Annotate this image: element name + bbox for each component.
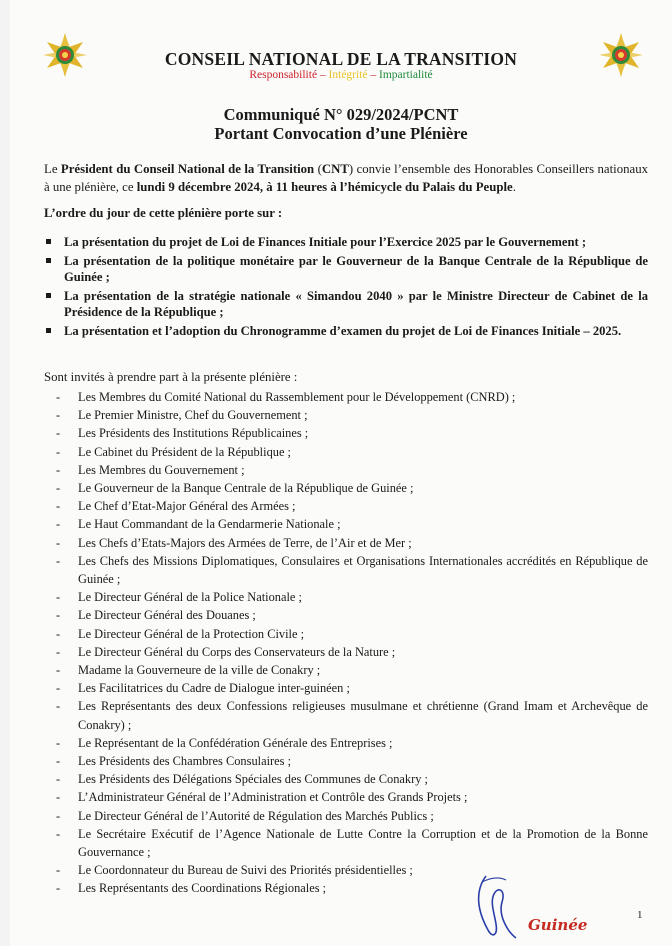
institution-motto bbox=[10, 69, 672, 81]
motto-word: Responsabilité bbox=[249, 69, 318, 81]
invitee-item bbox=[44, 661, 648, 679]
agenda-list bbox=[44, 234, 648, 342]
dash-bullet-icon: - bbox=[56, 735, 61, 750]
invitee-item bbox=[44, 424, 648, 442]
invitee-item-text: Le Directeur Général de l’Autorité de Régulation des Marchés Publics ; bbox=[78, 808, 434, 823]
invitee-item bbox=[44, 770, 648, 788]
dash-bullet-icon: - bbox=[56, 681, 61, 696]
dash-bullet-icon: - bbox=[56, 626, 61, 641]
invitee-item bbox=[44, 497, 648, 515]
page-number: 1 bbox=[637, 909, 643, 921]
square-bullet-icon bbox=[46, 258, 51, 263]
invitee-item bbox=[44, 534, 648, 552]
invitee-item bbox=[44, 697, 648, 733]
dash-bullet-icon: - bbox=[56, 790, 61, 805]
invitee-item bbox=[44, 752, 648, 770]
dash-bullet-icon: - bbox=[56, 863, 61, 878]
invitee-item bbox=[44, 643, 648, 661]
dash-bullet-icon: - bbox=[56, 390, 61, 404]
invitee-item-text: Les Présidents des Chambres Consulaires ; bbox=[78, 754, 292, 769]
dash-bullet-icon: - bbox=[56, 481, 61, 496]
invitee-item bbox=[44, 807, 648, 825]
dash-bullet-icon: - bbox=[56, 517, 61, 532]
square-bullet-icon bbox=[46, 239, 51, 244]
intro-run: lundi 9 décembre 2024, à 11 heures à l’hémicycle du Palais du Peuple bbox=[136, 180, 513, 194]
agenda-item-text: La présentation de la politique monétaire par le Gouverneur de la Banque Centrale de la République de Guinée ; bbox=[64, 254, 648, 284]
dash-bullet-icon: - bbox=[56, 553, 61, 568]
intro-run: ( bbox=[314, 162, 322, 176]
invitee-item-text: Le Premier Ministre, Chef du Gouvernement ; bbox=[78, 408, 308, 423]
communique-subtitle: Portant Convocation d’une Plénière bbox=[214, 124, 468, 143]
invitee-item-text: Le Coordonnateur du Bureau de Suivi des Priorités présidentielles ; bbox=[78, 863, 413, 878]
invitee-item-text: Le Gouverneur de la Banque Centrale de la République de Guinée ; bbox=[78, 481, 414, 496]
invitee-item-text: Le Directeur Général des Douanes ; bbox=[78, 608, 256, 623]
dash-bullet-icon: - bbox=[56, 535, 61, 550]
intro-run: Le bbox=[44, 162, 61, 176]
dash-bullet-icon: - bbox=[56, 608, 61, 623]
invitee-item-text: Les Facilitatrices du Cadre de Dialogue inter-guinéen ; bbox=[78, 681, 350, 696]
invitee-item bbox=[44, 515, 648, 533]
invitee-item-text: Le Chef d’Etat-Major Général des Armées ; bbox=[78, 499, 296, 514]
invitee-item-text: L’Administrateur Général de l’Administration et Contrôle des Grands Projets ; bbox=[78, 790, 468, 805]
invitee-item-text: Les Représentants des Coordinations Régionales ; bbox=[78, 881, 327, 896]
invitee-item-text: Les Présidents des Institutions Républicaines ; bbox=[78, 426, 309, 441]
dash-bullet-icon: - bbox=[56, 499, 61, 514]
invitee-item bbox=[44, 406, 648, 424]
invitee-item bbox=[44, 879, 648, 897]
intro-run: Président du Conseil National de la Transition bbox=[60, 162, 315, 176]
invitee-item bbox=[44, 861, 648, 879]
communique-title: Communiqué N° 029/2024/PCNT bbox=[223, 105, 459, 124]
invitee-item bbox=[44, 825, 648, 861]
invitee-item bbox=[44, 552, 648, 588]
agenda-item bbox=[44, 253, 648, 285]
invitee-item-text: Le Secrétaire Exécutif de l’Agence Nationale de Lutte Contre la Corruption et de la Promotion de la Bonne Gouvernance ; bbox=[78, 826, 648, 860]
intro-run: . bbox=[512, 180, 516, 194]
invitee-item-text: Les Membres du Gouvernement ; bbox=[78, 462, 245, 477]
agenda-item-text: La présentation de la stratégie nationale « Simandou 2040 » par le Ministre Directeur de Cabinet de la Présidence de la République ; bbox=[64, 289, 648, 319]
invitee-item bbox=[44, 388, 648, 406]
invitee-item-text: Le Cabinet du Président de la République ; bbox=[78, 444, 292, 459]
dash-bullet-icon: - bbox=[56, 754, 61, 769]
square-bullet-icon bbox=[46, 293, 51, 298]
invitee-item-text: Les Représentants des deux Confessions religieuses musulmane et chrétienne (Grand Imam et Archevêque de Conakry) ; bbox=[78, 699, 648, 732]
invitee-item bbox=[44, 461, 648, 479]
intro-run: ) convie l’ensemble des Honorables Conseillers nationaux à une plénière, ce bbox=[44, 162, 648, 194]
dash-bullet-icon: - bbox=[56, 772, 61, 787]
intro-run: CNT bbox=[321, 162, 349, 176]
signature-icon bbox=[472, 872, 532, 942]
dash-bullet-icon: - bbox=[56, 826, 61, 841]
invitee-item-text: Les Présidents des Délégations Spéciales des Communes de Conakry ; bbox=[78, 772, 428, 787]
motto-word: Impartialité bbox=[379, 69, 433, 81]
agenda-item bbox=[44, 234, 648, 250]
invitee-item bbox=[44, 679, 648, 697]
invitee-item-text: Le Directeur Général du Corps des Conservateurs de la Nature ; bbox=[78, 644, 396, 659]
agenda-item-text: La présentation et l’adoption du Chronogramme d’examen du projet de Loi de Finances Initiale – 2025. bbox=[64, 324, 622, 338]
invitee-item-text: Les Chefs d’Etats-Majors des Armées de Terre, de l’Air et de Mer ; bbox=[78, 535, 412, 550]
invitee-item bbox=[44, 734, 648, 752]
motto-separator: – bbox=[317, 69, 329, 81]
motto-separator: – bbox=[367, 69, 379, 81]
invitee-item bbox=[44, 588, 648, 606]
dash-bullet-icon: - bbox=[56, 699, 61, 714]
dash-bullet-icon: - bbox=[56, 590, 61, 605]
invitee-item-text: Le Représentant de la Confédération Générale des Entreprises ; bbox=[78, 735, 393, 750]
invitee-item bbox=[44, 443, 648, 461]
invitees-heading: Sont invités à prendre part à la présente plénière : bbox=[44, 370, 298, 384]
invitee-item-text: Le Haut Commandant de la Gendarmerie Nationale ; bbox=[78, 517, 341, 532]
invitee-item bbox=[44, 479, 648, 497]
invitee-item-text: Le Directeur Général de la Police Nationale ; bbox=[78, 590, 302, 605]
dash-bullet-icon: - bbox=[56, 408, 61, 423]
invitee-item-text: Le Directeur Général de la Protection Civile ; bbox=[78, 626, 305, 641]
invitee-item bbox=[44, 625, 648, 643]
invitee-item-text: Les Chefs des Missions Diplomatiques, Consulaires et Organisations Internationales accrédités en République de Guinée ; bbox=[78, 553, 648, 587]
invitee-item bbox=[44, 788, 648, 806]
agenda-item-text: La présentation du projet de Loi de Finances Initiale pour l’Exercice 2025 par le Gouvernement ; bbox=[64, 235, 587, 249]
stamp-text: Guinée bbox=[528, 916, 588, 934]
agenda-item bbox=[44, 323, 648, 339]
dash-bullet-icon: - bbox=[56, 663, 61, 678]
institution-title: CONSEIL NATIONAL DE LA TRANSITION bbox=[164, 49, 518, 69]
invitee-item-text: Les Membres du Comité National du Rassemblement pour le Développement (CNRD) ; bbox=[78, 390, 516, 404]
agenda-item bbox=[44, 288, 648, 320]
square-bullet-icon bbox=[46, 328, 51, 333]
dash-bullet-icon: - bbox=[56, 808, 61, 823]
document-page bbox=[10, 0, 672, 946]
invitee-item-text: Madame la Gouverneure de la ville de Conakry ; bbox=[78, 663, 321, 678]
dash-bullet-icon: - bbox=[56, 462, 61, 477]
agenda-heading: L’ordre du jour de cette plénière porte sur : bbox=[44, 206, 283, 220]
intro-paragraph bbox=[44, 160, 648, 196]
dash-bullet-icon: - bbox=[56, 881, 61, 896]
dash-bullet-icon: - bbox=[56, 644, 61, 659]
dash-bullet-icon: - bbox=[56, 426, 61, 441]
dash-bullet-icon: - bbox=[56, 444, 61, 459]
invitees-list bbox=[44, 388, 648, 898]
invitee-item bbox=[44, 606, 648, 624]
motto-word: Intégrité bbox=[328, 69, 368, 81]
